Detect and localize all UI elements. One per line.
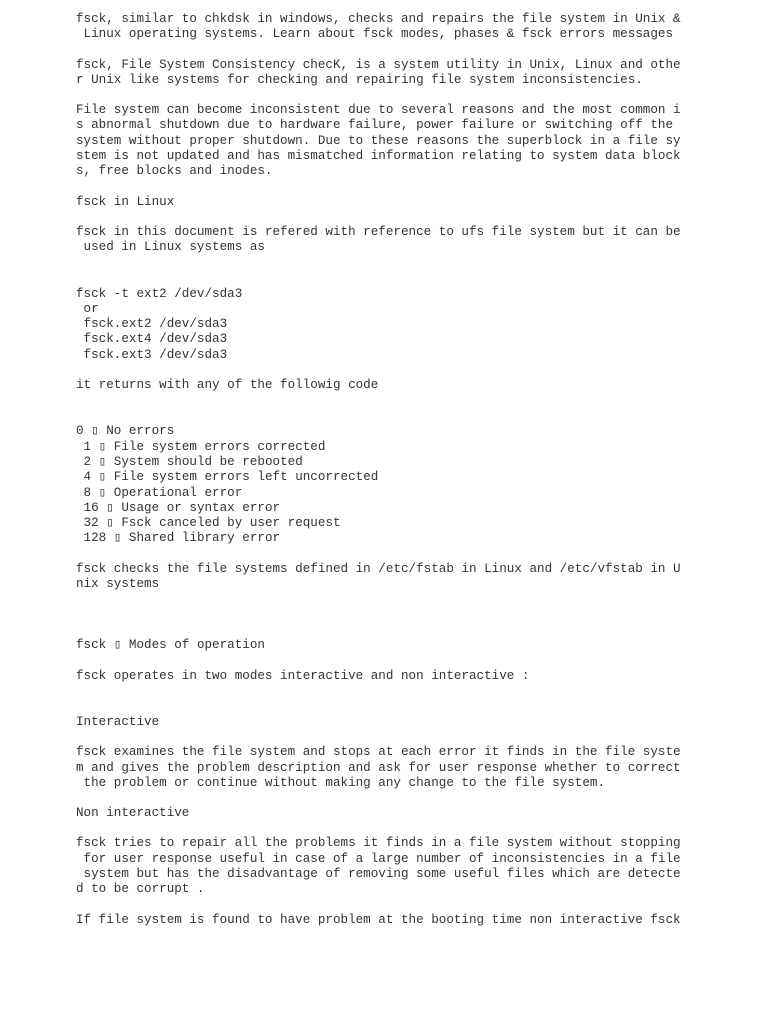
return-codes-intro: it returns with any of the followig code — [76, 378, 379, 393]
command-examples: fsck -t ext2 /dev/sda3 or fsck.ext2 /dev/sda3 fsck.ext4 /dev/sda3 fsck.ext3 /dev/sda3 — [76, 286, 243, 362]
intro-paragraph: fsck, similar to chkdsk in windows, checks and repairs the file system in Unix & Linux operating systems. Learn about fsck modes, phases & fsck errors messages — [76, 12, 681, 42]
section-heading-fsck-linux: fsck in Linux — [76, 194, 175, 209]
return-codes-list: 0 ▯ No errors 1 ▯ File system errors corrected 2 ▯ System should be rebooted 4 ▯ File system errors left uncorrected 8 ▯ Operational error 16 ▯ Usage or syntax error 32 ▯ Fsck canceled by user request 128 ▯ Shared library error — [76, 424, 379, 546]
boot-time-paragraph: If file system is found to have problem at the booting time non interactive fsck — [76, 912, 681, 927]
section-heading-interactive: Interactive — [76, 714, 160, 729]
section-heading-non-interactive: Non interactive — [76, 806, 190, 821]
inconsistency-paragraph: File system can become inconsistent due to several reasons and the most common i s abnormal shutdown due to hardware failure, power failure or switching off the system without proper shutdown. Due to these reasons the superblock in a file sy stem is not updated and has mismatched information relating to system data block s, free blocks and inodes. — [76, 103, 681, 179]
section-heading-modes: fsck ▯ Modes of operation — [76, 638, 265, 653]
definition-paragraph: fsck, File System Consistency checK, is a system utility in Unix, Linux and othe r Unix like systems for checking and repairing file system inconsistencies. — [76, 57, 681, 87]
ufs-reference-paragraph: fsck in this document is refered with reference to ufs file system but it can be used in Linux systems as — [76, 224, 681, 255]
modes-intro: fsck operates in two modes interactive and non interactive : — [76, 668, 530, 683]
document-page — [76, 12, 756, 928]
interactive-paragraph: fsck examines the file system and stops at each error it finds in the file syste m and gives the problem description and ask for user response whether to correct the problem or continue without making any change to the file system. — [76, 745, 681, 790]
non-interactive-paragraph: fsck tries to repair all the problems it finds in a file system without stopping for user response useful in case of a large number of inconsistencies in a file system but has the disadvantage of removing some useful files which are detecte d to be corrupt . — [76, 836, 681, 897]
fstab-paragraph: fsck checks the file systems defined in /etc/fstab in Linux and /etc/vfstab in U nix systems — [76, 561, 681, 592]
